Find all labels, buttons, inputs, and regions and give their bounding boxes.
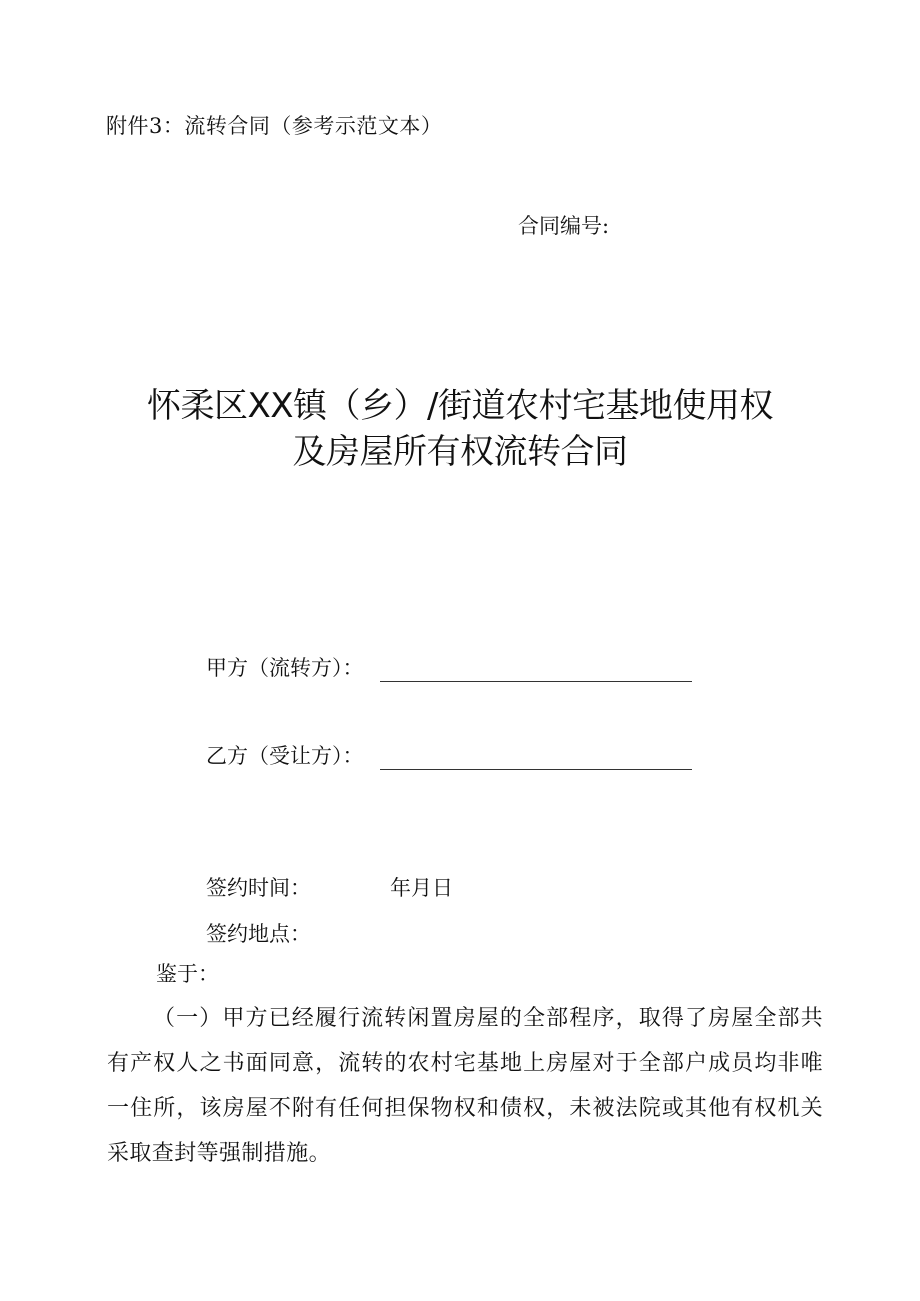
party-a-field [206, 652, 692, 682]
signing-place-label: 签约地点： [206, 922, 311, 946]
party-b-field [206, 740, 692, 770]
attachment-heading: 附件3：流转合同（参考示范文本） [106, 114, 443, 138]
party-b-blank-line [380, 747, 692, 770]
signing-date-placeholder: 年月日 [390, 876, 453, 900]
contract-number-label: 合同编号: [518, 214, 610, 238]
whereas-heading: 鉴于： [156, 962, 219, 986]
party-b-label: 乙方（受让方）： [206, 744, 364, 768]
signing-time-label: 签约时间： [206, 876, 311, 900]
contract-title-line-2: 及房屋所有权流转合同 [292, 432, 628, 472]
clause-1-paragraph: （一）甲方已经履行流转闲置房屋的全部程序，取得了房屋全部共有产权人之书面同意，流转的农村宅基地上房屋对于全部户成员均非唯一住所，该房屋不附有任何担保物权和债权，未被法院或其他有权机关采取查封等强制措施。 [107, 1006, 823, 1166]
party-a-label: 甲方（流转方）： [206, 656, 364, 680]
party-a-blank-line [380, 659, 692, 682]
contract-title-line-1: 怀柔区XX镇（乡）/街道农村宅基地使用权 [146, 386, 774, 426]
